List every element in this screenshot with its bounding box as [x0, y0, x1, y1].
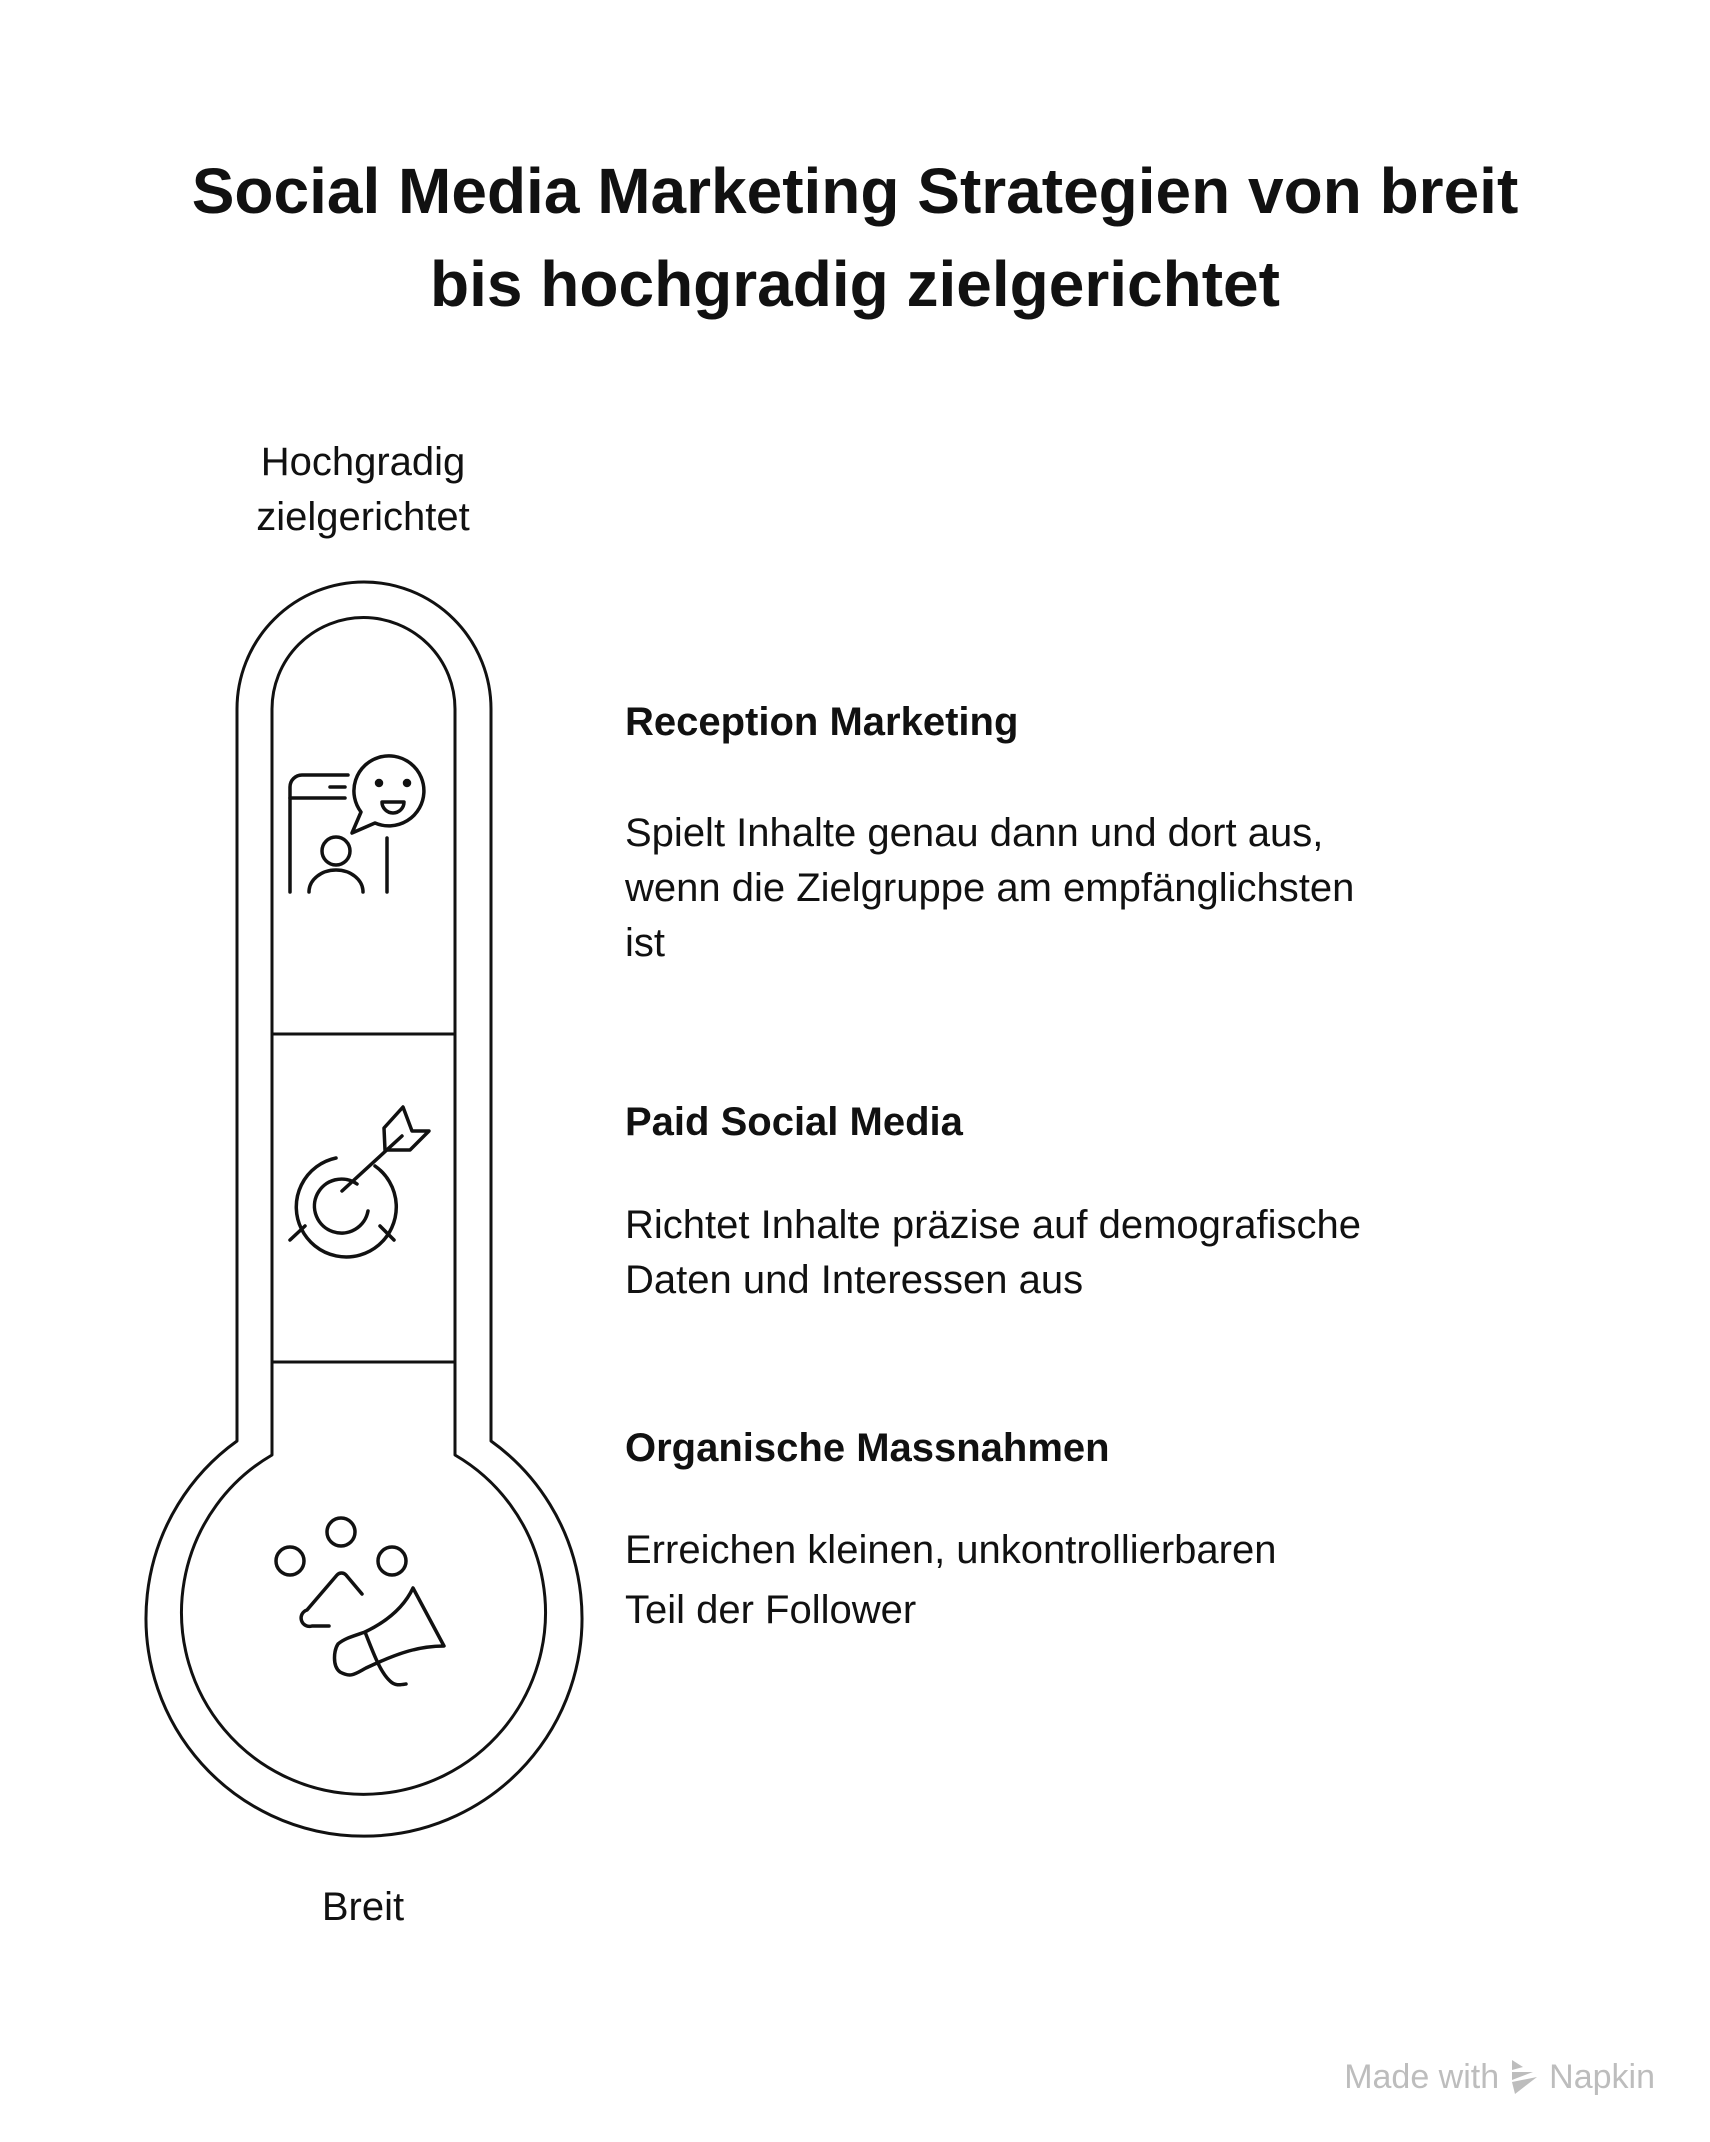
axis-bottom-label: Breit	[321, 1885, 405, 1929]
level-description: Erreichen kleinen, unkontrollierbaren Teil der Follower	[625, 1528, 1277, 1632]
level-title: Organische Massnahmen	[625, 1426, 1110, 1470]
target-arrow-icon	[290, 1107, 429, 1257]
level-title: Paid Social Media	[625, 1100, 963, 1144]
level-title: Reception Marketing	[625, 700, 1019, 744]
phone-chat-person-icon	[290, 756, 424, 892]
megaphone-people-icon	[276, 1518, 444, 1685]
level-description: Spielt Inhalte genau dann und dort aus, wenn die Zielgruppe am empfänglichsten ist	[625, 811, 1355, 965]
level-description: Richtet Inhalte präzise auf demografische Daten und Interessen aus	[625, 1203, 1361, 1302]
page-title: Social Media Marketing Strategien von breit bis hochgradig zielgerichtet	[191, 155, 1519, 320]
footer-watermark: Made with Napkin	[1344, 2058, 1655, 2096]
napkin-logo-icon	[1509, 2060, 1539, 2096]
axis-top-label: Hochgradig zielgerichtet	[256, 440, 470, 539]
